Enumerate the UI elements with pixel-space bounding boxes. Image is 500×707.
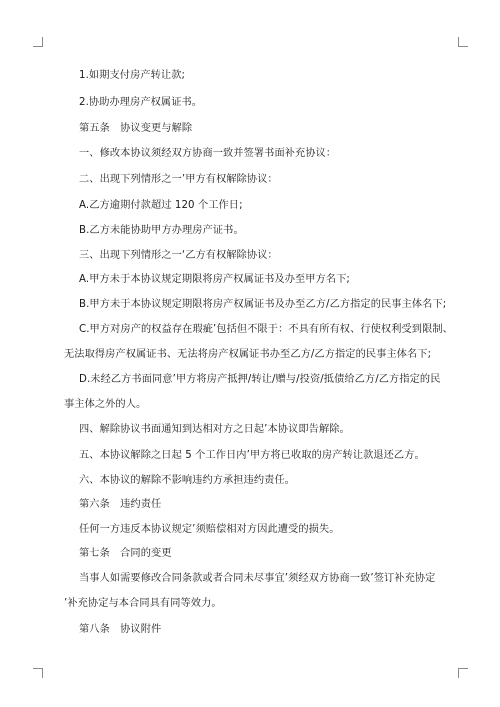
text-line: 五、本协议解除之日起 5 个工作日内’甲方将已收取的房产转让款退还乙方。 [79, 450, 425, 461]
text-line: D.未经乙方书面同意’甲方将房产抵押/转让/赠与/投资/抵债给乙方/乙方指定的民 [79, 374, 441, 385]
crop-mark-top-right [458, 37, 468, 47]
text-line: 一、修改本协议须经双方协商一致并签署书面补充协议： [79, 148, 337, 159]
text-line: C.甲方对房产的权益存在瑕疵’包括但不限于：不具有所有权、行使权利受到限制、 [79, 324, 453, 335]
section-heading: 第六条 违约责任 [79, 499, 162, 510]
section-heading: 第七条 合同的变更 [79, 548, 172, 559]
crop-mark-bottom-left [33, 668, 43, 678]
text-line: 三、出现下列情形之一‘乙方有权解除协议： [79, 250, 278, 261]
crop-mark-top-left [33, 37, 43, 47]
crop-mark-bottom-right [458, 668, 468, 678]
text-line: 1.如期支付房产转让款; [79, 70, 186, 81]
text-line: 任何一方违反本协议规定’须赔偿相对方因此遭受的损失。 [79, 524, 340, 535]
text-line: B.乙方未能协助甲方办理房产证书。 [79, 225, 244, 236]
section-heading: 第八条 协议附件 [79, 624, 162, 635]
text-line: 无法取得房产权属证书、无法将房产权属证书办至乙方/乙方指定的民事主体名下; [64, 349, 432, 360]
section-heading: 第五条 协议变更与解除 [79, 123, 193, 134]
text-line: B.甲方未于本协议规定期限将房产权属证书及办至乙方/乙方指定的民事主体名下; [79, 299, 447, 310]
text-line: 2.协助办理房产权属证书。 [79, 97, 203, 108]
text-line: 当事人如需要修改合同条款或者合同未尽事宜’须经双方协商一致’签订补充协定 [79, 573, 436, 584]
text-line: 事主体之外的人。 [64, 399, 147, 410]
text-line: A.乙方逾期付款超过 120 个工作日; [79, 200, 243, 211]
text-line: 六、本协议的解除不影响违约方承担违约责任。 [79, 475, 296, 486]
text-line: 二、出现下列情形之一’甲方有权解除协议： [79, 174, 278, 185]
text-line: ’补充协定与本合同具有同等效力。 [64, 598, 222, 609]
text-line: 四、解除协议书面通知到达相对方之日起’本协议即告解除。 [79, 424, 350, 435]
text-line: A.甲方未于本协议规定期限将房产权属证书及办至甲方名下; [79, 274, 350, 285]
